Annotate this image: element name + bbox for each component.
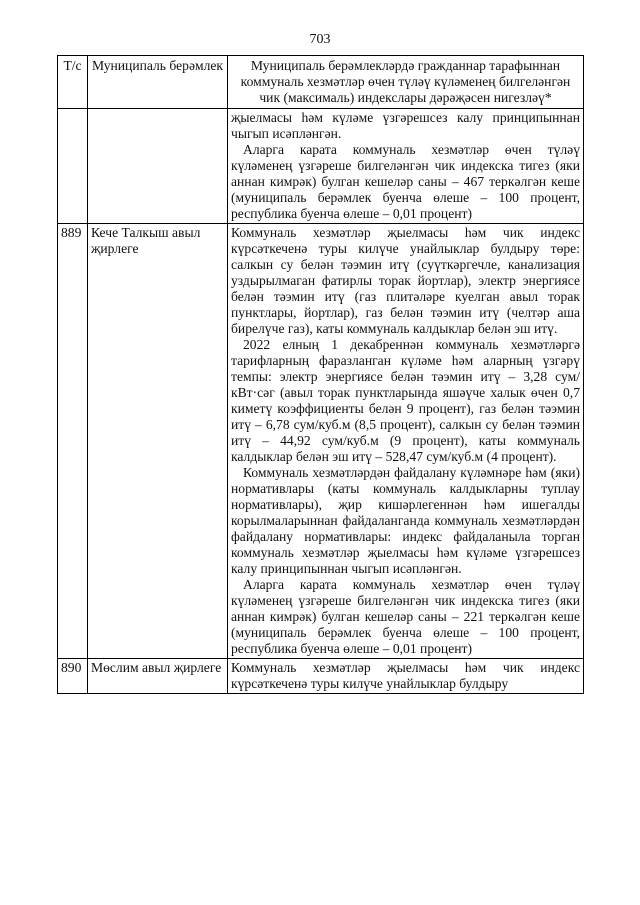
row-justification — [228, 224, 584, 659]
paragraph: 2022 елның 1 декабреннән коммуналь хезмәтләргә тарифларның фаразланган күләме һәм аларның үзгәрү темпы: электр энергиясе белән тәэмин итү – 3,28 сум/кВт·сәг (авыл торак пунктларында яшәүче халык өчен 0,7 киметү коэффициенты белән 9 процент), газ белән тәэмин итү – 6,78 сум/куб.м (8,5 процент), салкын су белән тәэмин итү – 44,92 сум/куб.м (9 процент), каты коммуналь калдыклар белән эш итү – 528,47 сум/куб.м (4 процент). — [231, 337, 580, 464]
municipal-index-table — [57, 55, 584, 694]
row-justification — [228, 659, 584, 694]
paragraph: Аларга карата коммуналь хезмәтләр өчен түләү күләменең үзгәреше билгеләнгән чик индекска тигез (яки аннан кимрәк) булган кешеләр саны – 221 теркәлгән кеше (муниципаль берәмлек буенча өлеше – 100 процент, республика буенча өлеше – 0,01 процент) — [231, 577, 580, 656]
page-number: 703 — [309, 32, 331, 47]
row-justification — [228, 109, 584, 224]
row-municipality: Кече Талкыш авыл җирлеге — [88, 224, 228, 659]
row-number — [58, 109, 88, 224]
paragraph: Аларга карата коммуналь хезмәтләр өчен түләү күләменең үзгәреше билгеләнгән чик индекска тигез (яки аннан кимрәк) булган кешеләр саны – 467 теркәлгән кеше (муниципаль берәмлек буенча өлеше – 100 процент, республика буенча өлеше – 0,01 процент) — [231, 142, 580, 221]
paragraph: Коммуналь хезмәтләр җыелмасы һәм чик индекс күрсәткеченә туры килүче унайлыклар булдыру төре: салкын су белән тәэмин итү (суүткәргечле, канализация уздырылмаган фатирлы торак йортлар), электр энергиясе белән тәэмин итү (газ плитәләре куелган авыл торак пунктлары, йортлар), газ белән тәэмин итү (челтәр аша бирелүче газ), каты коммуналь калдыклар белән эш итү. — [231, 225, 580, 336]
header-justification: Муниципаль берәмлекләрдә гражданнар тарафыннан коммуналь хезмәтләр өчен түләү күләменең билгеләнгән чик (максималь) индекслары дәрәҗәсен нигезләү* — [228, 56, 584, 109]
paragraph: Коммуналь хезмәтләрдән файдалану күләмнәре һәм (яки) нормативлары (каты коммуналь калдыкларны туплау нормативлары), җир кишәрлегеннән һәм ишегалды корылмаларыннан файдаланганда коммуналь хезмәтләрдән файдалану нормативлары: индекс файдаланыла торган коммуналь хезмәтләр җыелмасы һәм күләме үзгәрешсез калу принципыннан чыгып исәпләнгән. — [231, 465, 580, 576]
row-municipality: Мөслим авыл җирлеге — [88, 659, 228, 694]
row-number: 890 — [58, 659, 88, 694]
table-row — [58, 659, 584, 694]
paragraph: җыелмасы һәм күләме үзгәрешсез калу принципыннан чыгып исәпләнгән. — [231, 110, 580, 141]
paragraph: Коммуналь хезмәтләр җыелмасы һәм чик индекс күрсәткеченә туры килүче унайлыклар булдыру — [231, 660, 580, 691]
row-municipality — [88, 109, 228, 224]
row-number: 889 — [58, 224, 88, 659]
header-municipality: Муниципаль берәмлек — [88, 56, 228, 109]
table-row — [58, 109, 584, 224]
header-number: Т/с — [58, 56, 88, 109]
table-row — [58, 224, 584, 659]
table-header-row — [58, 56, 584, 109]
